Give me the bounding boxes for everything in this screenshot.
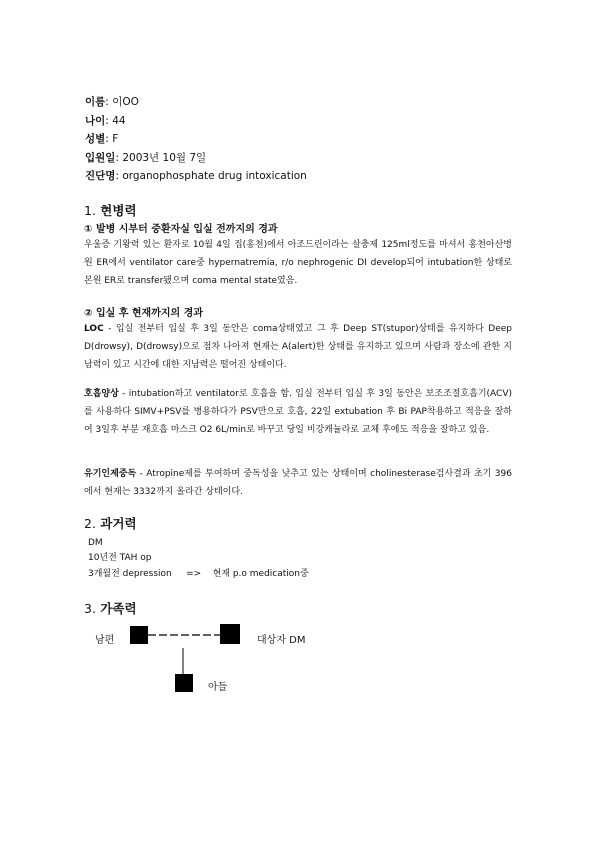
section2-title: 과거력 [100,516,137,531]
respiration-paragraph [84,385,512,439]
name-label: 이름 [85,96,106,108]
section3-title: 가족력 [100,601,137,616]
age-value: 44 [112,115,126,127]
section1-heading [84,203,137,219]
history-item: 3개월전 depression => 현재 p.o medication중 [88,569,309,579]
history-item: DM [88,538,103,548]
sex-value: F [112,133,119,145]
loc-label: LOC [84,324,104,334]
poisoning-label: 유기인제중독 [84,469,137,479]
marriage-line [148,625,220,649]
admit-value: 2003년 10월 7일 [122,152,207,164]
son-symbol [175,674,193,692]
section3-heading [84,601,137,617]
name-line: 이름: 이OO [85,96,139,108]
history-item: 10년전 TAH op [88,553,152,563]
section2-heading [84,516,137,532]
admit-label: 입원일 [85,152,116,164]
subsection1-title: ① 발병 시부터 중환자실 입실 전까지의 경과 [84,224,278,235]
name-value: 이OO [112,96,139,108]
age-line: 나이: 44 [85,115,126,127]
diagnosis-line: 진단명: organophosphate drug intoxication [85,170,307,182]
descent-line [178,648,188,676]
patient-symbol [220,624,240,644]
loc-text: - 입실 전부터 입실 후 3일 동안은 coma상태였고 그 후 Deep ST(stupor)상태를 유지하다 Deep D(drowsy), D(drowsy)으로 점차 나아져 현재는 A(alert)한 상태를 유지하고 있으며 사람과 장소에 관한 지남력이 있고 시간에 대한 지남력은 떨어진 상태이다. [84,324,512,370]
section1-title: 현병력 [100,203,137,218]
subsection2-title: ② 입실 후 현재까지의 경과 [84,308,203,319]
section1-number: 1. [84,203,96,218]
section3-number: 3. [84,601,96,616]
diagnosis-label: 진단명 [85,170,116,182]
loc-paragraph [84,320,512,374]
respiration-label: 호흡양상 [84,389,119,399]
respiration-text: - intubation하고 ventilator로 호흡을 함. 입실 전부터 입실 후 3일 동안은 보조조절호흡기(ACV)를 사용하다 SIMV+PSV를 병용하다가 PSV만으로 호흡, 22일 extubation 후 Bi PAP착용하고 적응을 잘하여 3일후 부분 재호흡 마스크 O2 6L/min로 바꾸고 당일 비강캐뉼라로 교체 후에도 적응을 잘하고 있음. [84,389,512,435]
sex-line: 성별: F [85,133,119,145]
husband-label: 남편 [95,635,115,646]
diagnosis-value: organophosphate drug intoxication [122,170,307,182]
poisoning-paragraph [84,465,512,501]
son-label: 아들 [208,682,228,693]
age-label: 나이 [85,115,106,127]
admit-line: 입원일: 2003년 10월 7일 [85,152,207,164]
sex-label: 성별 [85,133,106,145]
husband-symbol [130,626,148,644]
subsection1-text: 우울증 기왕력 있는 환자로 10월 4일 집(홍천)에서 아조드린이라는 살충제 125ml정도를 마셔서 홍천아산병원 ER에서 ventilator care중 hypernatremia, r/o nephrogenic DI develop되어 intubation한 상태로 본원 ER로 transfer됐으며 coma mental state였음. [84,240,512,286]
patient-label: 대상자 DM [257,635,306,646]
section2-number: 2. [84,516,96,531]
poisoning-text: - Atropine제를 투여하며 중독성을 낮추고 있는 상태이며 cholinesterase검사결과 초기 396에서 현재는 3332까지 올라간 상태이다. [84,469,512,497]
